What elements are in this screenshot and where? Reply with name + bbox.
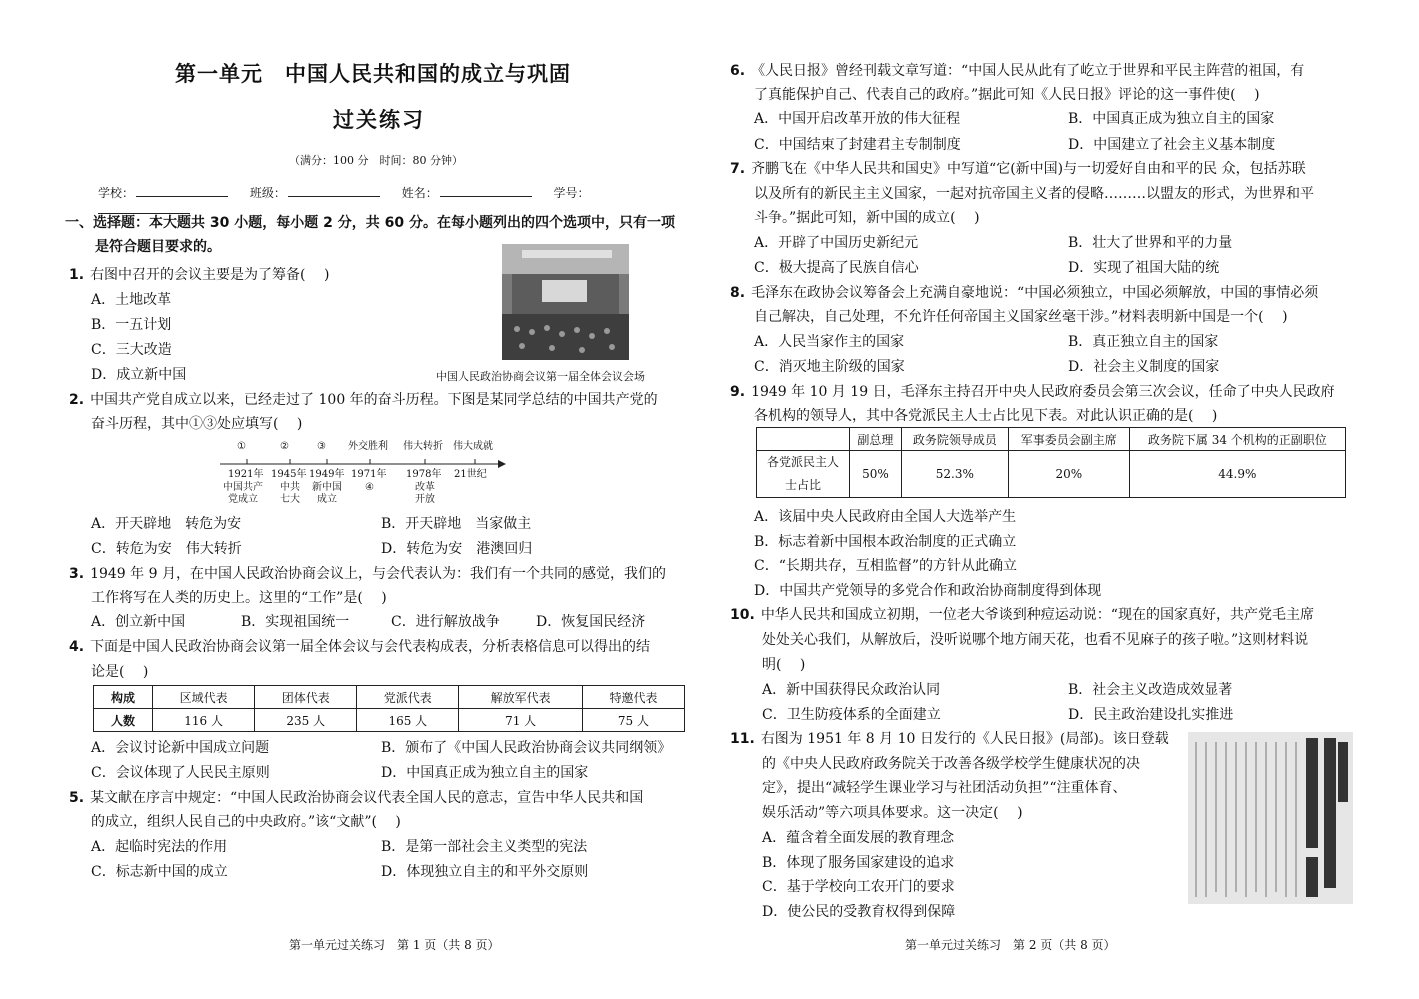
table-row [94, 709, 685, 732]
school-label: 学校： [98, 186, 135, 200]
q6-option-d[interactable]: D．中国建立了社会主义基本制度 [1068, 137, 1276, 153]
q5-option-c[interactable]: C．标志新中国的成立 [91, 864, 228, 880]
q11-text-1: 右图为 1951 年 8 月 10 日发行的《人民日报》(局部)。该日登载 [760, 731, 1169, 747]
q5-stem-line1 [69, 789, 643, 807]
q10-stem-line1 [730, 606, 1314, 624]
page-subtitle: 过关练习 [333, 108, 425, 132]
q2-timeline [220, 438, 510, 508]
q11-stem-line3: 定》，提出“减轻学生课业学习与社团活动负担”“注重体育、 [762, 780, 1127, 796]
table-cell: 特邀代表 [582, 686, 684, 709]
q9-option-d[interactable]: D．中国共产党领导的多党合作和政治协商制度得到体现 [754, 583, 1102, 599]
table-cell: 75 人 [582, 709, 684, 732]
q7-option-a[interactable]: A．开辟了中国历史新纪元 [754, 235, 919, 251]
timeline-year-5: 1978年 [406, 469, 442, 480]
q10-option-a[interactable]: A．新中国获得民众政治认同 [762, 682, 941, 698]
table-cell: 20% [1008, 451, 1129, 498]
q11-stem-line2: 的《中央人民政府政务院关于改善各级学校学生健康状况的决 [762, 756, 1140, 772]
table-cell: 人数 [94, 709, 153, 732]
table-cell: 50% [850, 451, 902, 498]
row-label-line1: 各党派民主人 [766, 455, 839, 469]
number-label: 学号： [553, 186, 590, 200]
q1-text: 右图中召开的会议主要是为了筹备( ) [90, 267, 330, 283]
q9-stem-line1 [730, 383, 1335, 401]
q3-number: 3. [69, 566, 85, 582]
q3-option-a[interactable]: A．创立新中国 [91, 614, 186, 630]
q7-stem-line1 [730, 160, 1306, 178]
row-label-line2: 士占比 [784, 478, 821, 492]
q3-option-c[interactable]: C．进行解放战争 [391, 614, 500, 630]
q8-option-a[interactable]: A．人民当家作主的国家 [754, 334, 905, 350]
q3-option-b[interactable]: B．实现祖国统一 [241, 614, 350, 630]
q1-photo-caption: 中国人民政治协商会议第一届全体会议会场 [436, 370, 645, 383]
q10-text-1: 中华人民共和国成立初期，一位老大爷谈到种痘运动说：“现在的国家真好，共产党毛主席 [760, 607, 1314, 623]
q5-option-d[interactable]: D．体现独立自主的和平外交原则 [381, 864, 589, 880]
table-cell: 团体代表 [255, 686, 357, 709]
q10-stem-line3: 明( ) [762, 657, 806, 673]
q2-option-b[interactable]: B．开天辟地 当家做主 [381, 516, 532, 532]
q9-democratic-personnel-table [756, 427, 1346, 498]
q7-option-b[interactable]: B．壮大了世界和平的力量 [1068, 235, 1233, 251]
q4-number: 4. [69, 639, 85, 655]
q4-text-1: 下面是中国人民政治协商会议第一届全体会议与会代表构成表，分析表格信息可以得出的结 [90, 639, 651, 655]
timeline-event-1b: 党成立 [228, 494, 258, 505]
q10-option-d[interactable]: D．民主政治建设扎实推进 [1068, 707, 1234, 723]
student-info-fields [98, 184, 695, 217]
q11-option-c[interactable]: C．基于学校向工农开门的要求 [762, 879, 955, 895]
timeline-top-6: 伟大成就 [453, 441, 493, 452]
q3-option-d[interactable]: D．恢复国民经济 [536, 614, 646, 630]
name-blank[interactable] [440, 184, 532, 197]
q4-option-d[interactable]: D．中国真正成为独立自主的国家 [381, 765, 589, 781]
q1-stem [69, 266, 329, 284]
q7-stem-line3: 斗争。”据此可知，新中国的成立( ) [754, 210, 980, 226]
q5-text-1: 某文献在序言中规定：“中国人民政治协商会议代表全国人民的意志，宣告中华人民共和国 [90, 790, 644, 806]
q6-option-c[interactable]: C．中国结束了封建君主专制制度 [754, 137, 961, 153]
table-cell [757, 451, 850, 498]
q9-number: 9. [730, 384, 746, 400]
q2-stem-line1 [69, 391, 658, 409]
q1-option-c[interactable]: C．三大改造 [91, 342, 172, 358]
q8-number: 8. [730, 285, 746, 301]
timeline-top-1: ① [237, 441, 246, 452]
table-cell: 军事委员会副主席 [1008, 428, 1129, 451]
page-title: 第一单元 中国人民共和国的成立与巩固 [175, 62, 571, 86]
q2-option-d[interactable]: D．转危为安 港澳回归 [381, 541, 533, 557]
timeline-top-3: ③ [317, 441, 326, 452]
table-cell: 构成 [94, 686, 153, 709]
table-cell: 52.3% [901, 451, 1008, 498]
q4-representatives-table [93, 685, 685, 732]
name-label: 姓名： [401, 186, 438, 200]
q9-stem-line2: 各机构的领导人，其中各党派民主人士占比见下表。对此认识正确的是( ) [754, 408, 1218, 424]
table-cell: 副总理 [850, 428, 902, 451]
footer-right: 第一单元过关练习 第 2 页（共 8 页） [905, 938, 1116, 952]
timeline-top-5: 伟大转折 [403, 441, 443, 452]
timeline-year-4: 1971年 [351, 469, 387, 480]
table-cell: 235 人 [255, 709, 357, 732]
timeline-event-3b: 成立 [317, 494, 337, 505]
q7-option-d[interactable]: D．实现了祖国大陆的统 [1068, 260, 1220, 276]
q7-option-c[interactable]: C．极大提高了民族自信心 [754, 260, 919, 276]
timeline-event-5a: 改革 [415, 482, 435, 493]
q2-option-c[interactable]: C．转危为安 伟大转折 [91, 541, 242, 557]
table-header-row [757, 428, 1346, 451]
timeline-event-5b: 开放 [415, 494, 435, 505]
timeline-year-2: 1945年 [271, 469, 307, 480]
table-cell: 解放军代表 [459, 686, 583, 709]
newspaper-clipping [1188, 732, 1353, 904]
q5-stem-line2: 的成立，组织人民自己的中央政府。”该“文献”( ) [91, 814, 401, 830]
q2-text-1: 中国共产党自成立以来，已经走过了 100 年的奋斗历程。下图是某同学总结的中国共产党的 [90, 392, 658, 408]
timeline-event-2a: 中共 [280, 482, 300, 493]
timeline-year-3: 1949年 [309, 469, 345, 480]
newspaper-clipping-image [1188, 732, 1353, 904]
q6-stem-line2: 了真能保护自己、代表自己的政府。”据此可知《人民日报》评论的这一事件使( ) [754, 87, 1260, 103]
class-label: 班级： [249, 186, 286, 200]
timeline-top-4: 外交胜利 [348, 441, 388, 452]
q6-number: 6. [730, 63, 746, 79]
table-cell: 党派代表 [357, 686, 459, 709]
q4-stem-line2: 论是( ) [91, 664, 149, 680]
q9-option-b[interactable]: B．标志着新中国根本政治制度的正式确立 [754, 534, 1017, 550]
table-row [757, 451, 1346, 498]
q10-option-c[interactable]: C．卫生防疫体系的全面建立 [762, 707, 941, 723]
q8-option-b[interactable]: B．真正独立自主的国家 [1068, 334, 1219, 350]
table-cell: 71 人 [459, 709, 583, 732]
table-cell: 116 人 [153, 709, 255, 732]
q10-stem-line2: 处处关心我们，从解放后，没听说哪个地方闹天花，也看不见麻子的孩子啦。”这则材料说 [762, 632, 1309, 648]
q4-option-c[interactable]: C．会议体现了人民民主原则 [91, 765, 270, 781]
q4-stem-line1 [69, 638, 650, 656]
timeline-event-3a: 新中国 [312, 482, 342, 493]
timeline-year-1: 1921年 [228, 469, 264, 480]
q4-option-a[interactable]: A．会议讨论新中国成立问题 [91, 740, 270, 756]
q8-option-d[interactable]: D．社会主义制度的国家 [1068, 359, 1220, 375]
table-cell: 政务院领导成员 [901, 428, 1008, 451]
q8-stem-line2: 自己解决，自己处理，不允许任何帝国主义国家丝毫干涉。”材料表明新中国是一个( ) [754, 309, 1288, 325]
q6-text-1: 《人民日报》曾经刊载文章写道：“中国人民从此有了屹立于世界和平民主阵营的祖国，有 [751, 63, 1305, 79]
table-cell: 政务院下属 34 个机构的正副职位 [1129, 428, 1345, 451]
q11-option-b[interactable]: B．体现了服务国家建设的追求 [762, 855, 955, 871]
q3-stem-line2: 工作将写在人类的历史上。这里的“工作”是( ) [91, 590, 387, 606]
timeline-event-2b: 七大 [280, 494, 300, 505]
q8-stem-line1 [730, 284, 1318, 302]
q3-text-1: 1949 年 9 月，在中国人民政治协商会议上，与会代表认为：我们有一个共同的感觉，我们的 [90, 566, 666, 582]
class-blank[interactable] [288, 184, 380, 197]
q5-option-b[interactable]: B．是第一部社会主义类型的宪法 [381, 839, 588, 855]
q1-number: 1. [69, 267, 85, 283]
q11-option-d[interactable]: D．使公民的受教育权得到保障 [762, 904, 956, 920]
q2-option-a[interactable]: A．开天辟地 转危为安 [91, 516, 242, 532]
q3-stem-line1 [69, 565, 666, 583]
table-header-row [94, 686, 685, 709]
table-cell: 165 人 [357, 709, 459, 732]
q8-option-c[interactable]: C．消灭地主阶级的国家 [754, 359, 905, 375]
q6-option-b[interactable]: B．中国真正成为独立自主的国家 [1068, 111, 1275, 127]
q1-option-a[interactable]: A．土地改革 [91, 292, 172, 308]
timeline-event-4a: ④ [365, 482, 374, 493]
timeline-event-1a: 中国共产 [223, 482, 263, 493]
q10-number: 10. [730, 607, 755, 623]
q5-number: 5. [69, 790, 85, 806]
q7-stem-line2: 以及所有的新民主主义国家，一起对抗帝国主义者的侵略………以盟友的形式，为世界和平 [754, 186, 1314, 202]
table-cell: 区域代表 [153, 686, 255, 709]
q2-number: 2. [69, 392, 85, 408]
footer-left: 第一单元过关练习 第 1 页（共 8 页） [289, 938, 500, 952]
q4-option-b[interactable]: B．颁布了《中国人民政治协商会议共同纲领》 [381, 740, 672, 756]
q10-option-b[interactable]: B．社会主义改造成效显著 [1068, 682, 1233, 698]
q11-stem-line4: 娱乐活动”等六项具体要求。这一决定( ) [762, 805, 1023, 821]
timeline-year-6: 21世纪 [454, 469, 487, 480]
conference-photo-image [502, 244, 629, 360]
q11-stem-line1 [730, 730, 1169, 748]
q7-text-1: 齐鹏飞在《中华人民共和国史》中写道“它(新中国)与一切爱好自由和平的民 众，包括苏联 [751, 161, 1306, 177]
q7-number: 7. [730, 161, 746, 177]
q6-option-a[interactable]: A．中国开启改革开放的伟大征程 [754, 111, 961, 127]
score-time-info: （满分：100 分 时间：80 分钟） [289, 154, 463, 167]
q2-stem-line2: 奋斗历程，其中①③处应填写( ) [91, 416, 303, 432]
q8-text-1: 毛泽东在政协会议筹备会上充满自豪地说：“中国必须独立，中国必须解放，中国的事情必须 [751, 285, 1319, 301]
q6-stem-line1 [730, 62, 1304, 80]
q9-option-c[interactable]: C．“长期共存，互相监督”的方针从此确立 [754, 558, 1018, 574]
table-cell [757, 428, 850, 451]
number-blank[interactable] [98, 201, 190, 214]
table-cell: 44.9% [1129, 451, 1345, 498]
q9-text-1: 1949 年 10 月 19 日，毛泽东主持召开中央人民政府委员会第三次会议，任命了中央人民政府 [751, 384, 1335, 400]
conference-photo [502, 244, 629, 360]
q11-number: 11. [730, 731, 755, 747]
section-heading-line2: 是符合题目要求的。 [95, 239, 221, 255]
q1-option-d[interactable]: D．成立新中国 [91, 367, 187, 383]
timeline-top-2: ② [280, 441, 289, 452]
q5-option-a[interactable]: A．起临时宪法的作用 [91, 839, 228, 855]
section-heading-line1: 一、选择题：本大题共 30 小题，每小题 2 分，共 60 分。在每小题列出的四个选项中，只有一项 [65, 215, 675, 231]
q9-option-a[interactable]: A．该届中央人民政府由全国人大选举产生 [754, 509, 1017, 525]
q1-option-b[interactable]: B．一五计划 [91, 317, 172, 333]
q11-option-a[interactable]: A．蕴含着全面发展的教育理念 [762, 830, 955, 846]
school-blank[interactable] [136, 184, 228, 197]
